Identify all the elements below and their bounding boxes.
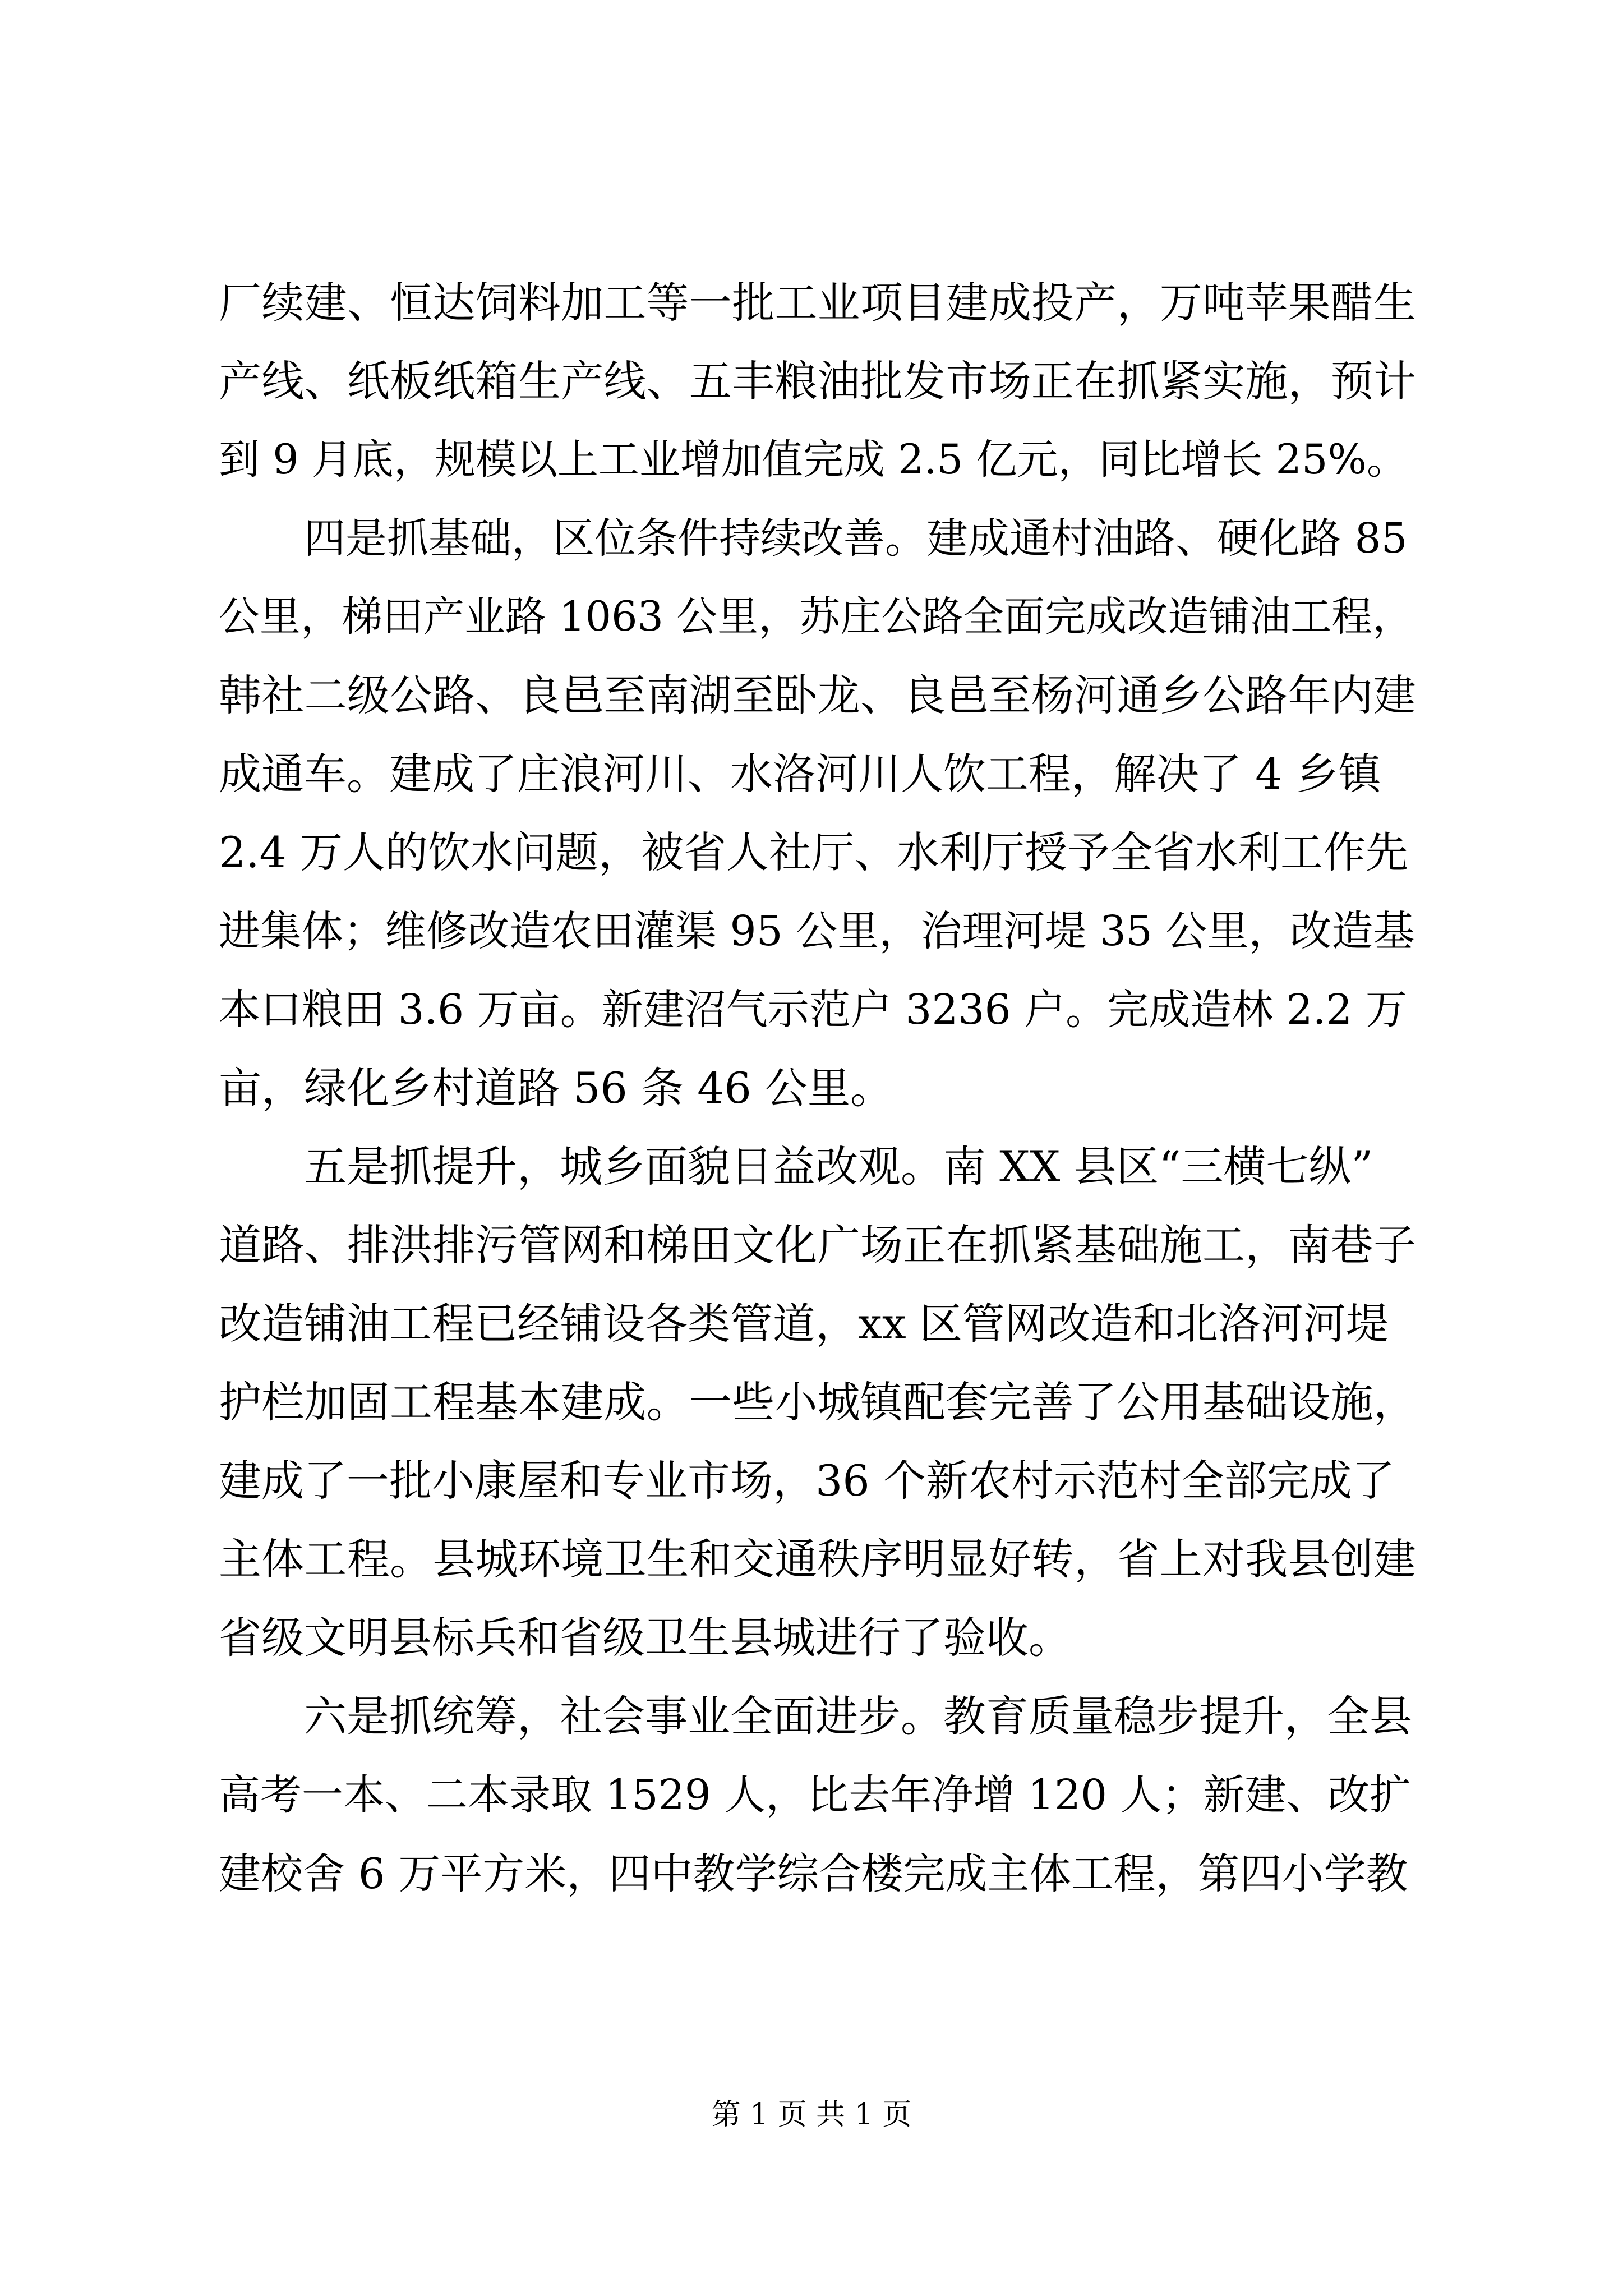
text-line: 公里，梯田产业路 1063 公里，苏庄公路全面完成改造铺油工程，	[219, 593, 1414, 641]
text-line: 主体工程。县城环境卫生和交通秩序明显好转，省上对我县创建	[219, 1534, 1416, 1584]
text-line: 建成了一批小康屋和专业市场，36 个新农村示范村全部完成了	[219, 1456, 1395, 1506]
text-line: 建校舍 6 万平方米，四中教学综合楼完成主体工程，第四小学教	[219, 1849, 1408, 1898]
text-line: 产线、纸板纸箱生产线、五丰粮油批发市场正在抓紧实施，预计	[219, 356, 1416, 406]
text-line: 成通车。建成了庄浪河川、水洛河川人饮工程，解决了 4 乡镇	[219, 749, 1381, 799]
paragraph-start-line: 五是抓提升，城乡面貌日益改观。南 XX 县区“三横七纵”	[304, 1142, 1373, 1191]
text-line: 2.4 万人的饮水问题，被省人社厅、水利厅授予全省水利工作先	[219, 827, 1409, 877]
text-line: 高考一本、二本录取 1529 人，比去年净增 120 人；新建、改扩	[219, 1771, 1411, 1819]
paragraph-start-line: 六是抓统筹，社会事业全面进步。教育质量稳步提升，全县	[304, 1691, 1412, 1741]
text-line: 到 9 月底，规模以上工业增加值完成 2.5 亿元，同比增长 25%。	[219, 436, 1408, 484]
text-line: 本口粮田 3.6 万亩。新建沼气示范户 3236 户。完成造林 2.2 万	[219, 986, 1407, 1034]
text-line: 厂续建、恒达饲料加工等一批工业项目建成投产，万吨苹果醋生	[219, 278, 1416, 328]
text-line: 进集体；维修改造农田灌渠 95 公里，治理河堤 35 公里，改造基	[219, 907, 1415, 955]
text-line: 改造铺油工程已经铺设各类管道，xx 区管网改造和北洛河河堤	[219, 1299, 1389, 1349]
paragraph-start-line: 四是抓基础，区位条件持续改善。建成通村油路、硬化路 85	[304, 514, 1408, 563]
text-line: 省级文明县标兵和省级卫生县城进行了验收。	[219, 1613, 1071, 1663]
text-line: 韩社二级公路、良邑至南湖至卧龙、良邑至杨河通乡公路年内建	[219, 670, 1416, 720]
page-footer: 第 1 页 共 1 页	[711, 2098, 912, 2132]
document-body	[219, 264, 1416, 1913]
text-line: 护栏加固工程基本建成。一些小城镇配套完善了公用基础设施，	[219, 1377, 1416, 1427]
text-line: 道路、排洪排污管网和梯田文化广场正在抓紧基础施工，南巷子	[219, 1220, 1416, 1270]
text-line: 亩，绿化乡村道路 56 条 46 公里。	[219, 1063, 893, 1113]
